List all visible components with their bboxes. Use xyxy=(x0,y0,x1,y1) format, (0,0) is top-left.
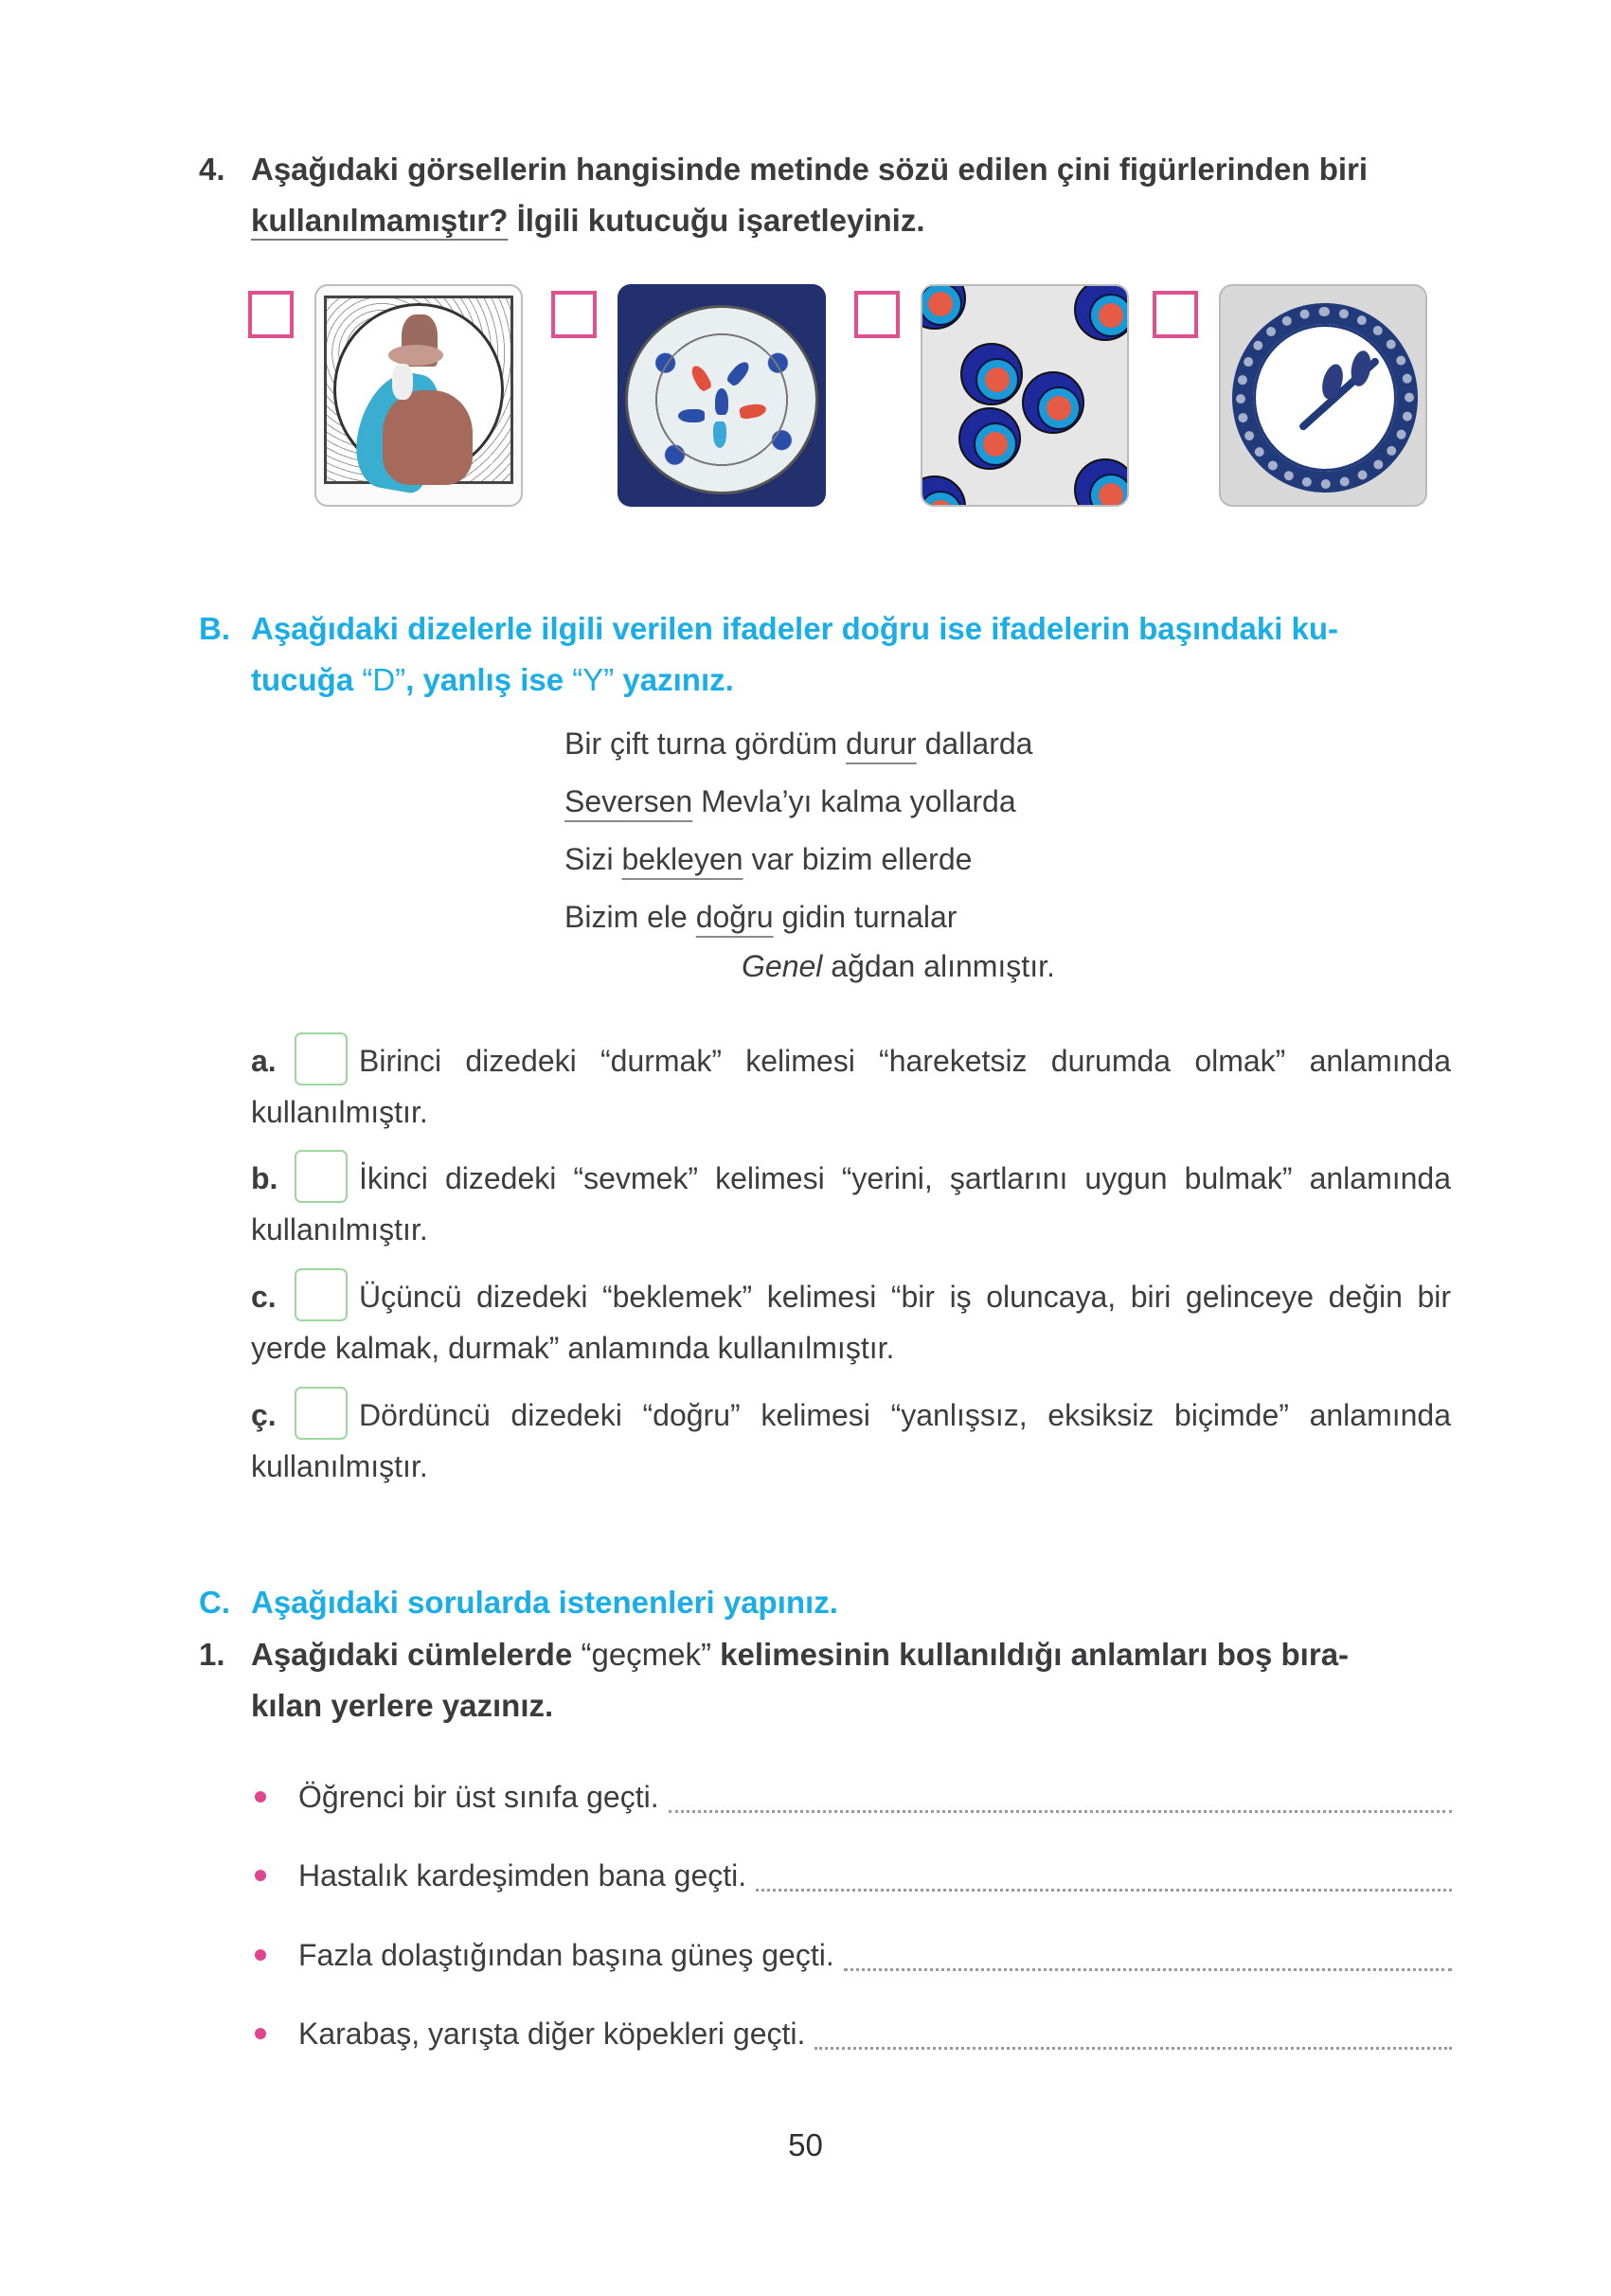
question-4 xyxy=(199,144,1451,246)
statement-label: a. xyxy=(251,1044,277,1078)
sentence-text: Hastalık kardeşimden bana geçti. xyxy=(298,1858,747,1892)
poem-line xyxy=(564,715,1055,773)
poem-line xyxy=(564,888,1055,946)
sentence-text: Öğrenci bir üst sınıfa geçti. xyxy=(298,1780,659,1814)
choice-2 xyxy=(551,284,835,511)
section-b-text: tucuğa xyxy=(251,662,363,697)
tulip-plate-image xyxy=(618,284,826,507)
statement-label: c. xyxy=(251,1280,277,1314)
statement-text: Birinci dizedeki “durmak” kelimesi “hareketsiz durumda olmak” anlamında xyxy=(359,1044,1451,1078)
underlined-word: doğru xyxy=(695,900,774,934)
section-b-heading xyxy=(199,603,1451,706)
statement-c-cedilla xyxy=(251,1390,1451,1492)
poem-line xyxy=(564,773,1055,831)
sentence-item xyxy=(251,1931,1452,1979)
section-b-text: , yanlış ise xyxy=(405,662,573,697)
poem-text: Bizim ele xyxy=(564,900,696,934)
section-letter: B. xyxy=(199,611,230,646)
statement-text: yerde kalmak, durmak” anlamında kullanılmıştır. xyxy=(251,1331,895,1365)
poem-source xyxy=(564,946,1055,986)
statement-a xyxy=(251,1035,1451,1138)
page-number: 50 xyxy=(788,2127,823,2162)
question-text: Aşağıdaki cümlelerde xyxy=(251,1637,582,1672)
answer-box[interactable] xyxy=(295,1150,348,1203)
source-italic: Genel xyxy=(742,949,823,983)
underlined-word: kullanılmamıştır? xyxy=(251,203,509,238)
question-text: Aşağıdaki görsellerin hangisinde metinde sözü edilen çini figürlerinden biri xyxy=(251,152,1369,187)
choice-checkbox[interactable] xyxy=(854,291,900,338)
poem-text: var bizim ellerde xyxy=(743,842,973,876)
statement-text: Dördüncü dizedeki “doğru” kelimesi “yanlışsız, eksiksiz biçimde” anlamında xyxy=(359,1398,1451,1432)
cintamani-tile-image xyxy=(921,284,1129,507)
question-text: kelimesinin kullanıldığı anlamları boş bıra- xyxy=(711,1637,1350,1672)
poem-text: Mevla’yı kalma yollarda xyxy=(692,784,1016,818)
statement-text: kullanılmıştır. xyxy=(251,1095,428,1129)
image-choices xyxy=(248,284,1451,511)
answer-line[interactable] xyxy=(669,1781,1452,1813)
y-label: “Y” xyxy=(572,662,615,697)
bullet-icon xyxy=(255,1870,266,1881)
question-instruction: İlgili kutucuğu işaretleyiniz. xyxy=(508,203,925,238)
statement-label: ç. xyxy=(251,1398,277,1432)
question-number: 1. xyxy=(199,1637,225,1672)
sentence-item xyxy=(251,2010,1452,2057)
poem xyxy=(564,715,1055,986)
sentence-item xyxy=(251,1852,1452,1899)
choice-checkbox[interactable] xyxy=(248,291,294,338)
choice-3 xyxy=(854,284,1138,511)
bullet-icon xyxy=(255,1791,266,1803)
choice-4 xyxy=(1153,284,1437,511)
poem-text: dallarda xyxy=(916,726,1033,761)
underlined-word: bekleyen xyxy=(621,842,743,876)
statement-label: b. xyxy=(251,1161,278,1195)
poem-line xyxy=(564,831,1055,888)
choice-1 xyxy=(248,284,532,511)
statement-c xyxy=(251,1271,1451,1373)
section-c-title: Aşağıdaki sorularda istenenleri yapınız. xyxy=(251,1585,838,1620)
poem-text: Sizi xyxy=(564,842,622,876)
section-letter: C. xyxy=(199,1585,230,1620)
statement-text: Üçüncü dizedeki “beklemek” kelimesi “bir iş oluncaya, biri gelinceye değin bir xyxy=(359,1280,1451,1314)
sentence-text: Fazla dolaştığından başına güneş geçti. xyxy=(298,1938,834,1972)
d-label: “D” xyxy=(362,662,406,697)
answer-box[interactable] xyxy=(295,1032,348,1085)
choice-checkbox[interactable] xyxy=(1153,291,1198,338)
statement-b xyxy=(251,1153,1451,1255)
bullet-icon xyxy=(255,1949,266,1961)
rumi-tile-image xyxy=(314,284,523,507)
answer-box[interactable] xyxy=(295,1387,348,1440)
source-text: ağdan alınmıştır. xyxy=(822,949,1055,983)
section-b-text: yazınız. xyxy=(614,662,734,697)
keyword: “geçmek” xyxy=(581,1637,712,1672)
sentence-text: Karabaş, yarışta diğer köpekleri geçti. xyxy=(298,2017,806,2051)
underlined-word: durur xyxy=(846,726,917,761)
question-number: 4. xyxy=(199,152,225,187)
underlined-word: Seversen xyxy=(564,784,693,818)
answer-line[interactable] xyxy=(756,1859,1452,1892)
statement-text: kullanılmıştır. xyxy=(251,1212,428,1247)
poem-text: Bir çift turna gördüm xyxy=(564,726,846,761)
bullet-icon xyxy=(255,2028,266,2039)
choice-checkbox[interactable] xyxy=(551,291,597,338)
answer-line[interactable] xyxy=(844,1939,1452,1971)
statement-text: İkinci dizedeki “sevmek” kelimesi “yerini, şartlarını uygun bulmak” anlamında xyxy=(359,1161,1451,1195)
poem-text: gidin turnalar xyxy=(773,900,958,934)
question-text: kılan yerlere yazınız. xyxy=(251,1688,554,1723)
section-b-line-1: Aşağıdaki dizelerle ilgili verilen ifadeler doğru ise ifadelerin başındaki ku- xyxy=(251,611,1339,646)
crane-plate-image xyxy=(1219,284,1427,507)
answer-box[interactable] xyxy=(295,1268,348,1321)
question-1 xyxy=(199,1629,1451,1731)
answer-line[interactable] xyxy=(814,2018,1452,2050)
section-c-heading xyxy=(199,1577,1451,1628)
statement-text: kullanılmıştır. xyxy=(251,1449,428,1483)
sentence-item xyxy=(251,1773,1452,1821)
